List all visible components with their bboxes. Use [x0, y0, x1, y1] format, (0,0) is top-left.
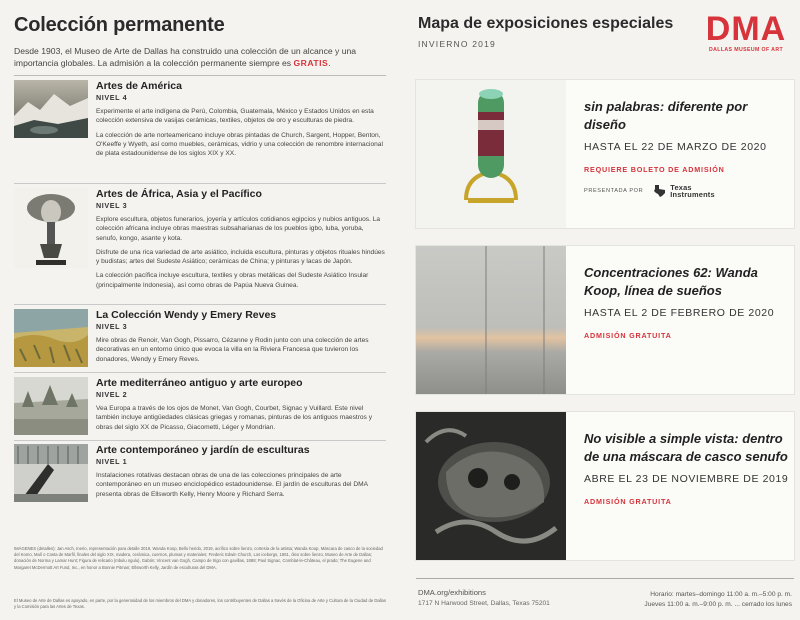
collection-level: NIVEL 1	[96, 457, 128, 466]
season-label: INVIERNO 2019	[418, 39, 496, 49]
map-title: Mapa de exposiciones especiales	[418, 15, 674, 32]
divider	[14, 440, 386, 441]
collection-title: Artes de América	[96, 80, 182, 92]
landscape-painting-image	[14, 377, 88, 435]
texas-state-icon	[653, 184, 667, 198]
sponsor-credit: PRESENTADA POR Texas Instruments	[584, 183, 715, 199]
exhibition-title: sin palabras: diferente por diseño	[584, 99, 748, 132]
collection-level: NIVEL 4	[96, 93, 128, 102]
skateboard-sculpture-image	[416, 80, 566, 228]
collection-level: NIVEL 3	[96, 201, 128, 210]
exhibition-title: Concentraciones 62: Wanda Koop, línea de sueños	[584, 265, 758, 298]
divider	[14, 183, 386, 184]
page-title: Colección permanente	[14, 14, 225, 36]
helmet-mask-image	[416, 412, 566, 560]
americas-painting-image	[14, 80, 88, 138]
reliquary-figure-image	[14, 188, 88, 268]
collection-title: Arte mediterráneo antiguo y arte europeo	[96, 377, 303, 389]
exhibition-dates: HASTA EL 22 DE MARZO DE 2020	[584, 141, 767, 153]
collection-title: Artes de África, Asia y el Pacífico	[96, 188, 262, 200]
collection-description: Explore escultura, objetos funerarios, joyería y artículos cotidianos egipcios y nubios antiguos. La colección africana incluye obras maestras subsaharianas de los pueblos igbo, luba, yoruba, senufo, kongo, asante y kota.	[96, 216, 381, 242]
divider	[14, 304, 386, 305]
divider	[14, 75, 386, 76]
exhibitions-url[interactable]: DMA.org/exhibitions	[418, 588, 486, 597]
collection-description: La colección de arte norteamericano incluye obras pintadas de Church, Sargent, Hopper, Benton, O'Keeffe y Wyeth, así como muebles, cerámicas, vidrio y una colección de renombre internacional de plata estadounidense de los siglos XIX y XX.	[96, 131, 383, 158]
exhibition-card-concentraciones	[416, 246, 794, 394]
free-label: GRATIS	[293, 58, 329, 68]
collection-description: Mire obras de Renoir, Van Gogh, Pissarro, Cézanne y Rodin junto con una colección de artes decorativas en un entorno único que evoca la villa en la Riviera Francesa que tuvieron los donadores, Wendy y Emery Reves.	[96, 337, 369, 363]
collection-description: Disfrute de una rica variedad de arte asiático, incluida escultura, pinturas y objetos rituales hindúes y budistas; artes del Sudeste Asiático; cerámicas de China; y pinturas y lacas de Japón.	[96, 248, 385, 266]
wheat-field-painting-image	[14, 309, 88, 367]
dream-line-painting-image	[416, 246, 566, 394]
collection-level: NIVEL 3	[96, 322, 128, 331]
collection-title: La Colección Wendy y Emery Reves	[96, 309, 277, 321]
admission-note: ADMISIÓN GRATUITA	[584, 497, 672, 506]
collection-description: Experimente el arte indígena de Perú, Colombia, Guatemala, México y Estados Unidos en esta colección extensiva de vasijas cerámicas, textiles, objetos de oro y esculturas de piedra.	[96, 108, 374, 125]
collection-description: La colección pacífica incluye escultura, textiles y obras metálicas del Sudeste Asiático Insular (principalmente Indonesia), así como obras de Papúa Nueva Guinea.	[96, 272, 369, 289]
collection-description: Instalaciones rotativas destacan obras de una de las colecciones principales de arte contemporáneo en un museo enciclopédico estadounidense. El jardín de esculturas del DMA presenta obras de Ellsworth Kelly, Henry Moore y Richard Serra.	[96, 472, 368, 498]
museum-address: 1717 N Harwood Street, Dallas, Texas 75201	[418, 600, 550, 607]
collection-description: Vea Europa a través de los ojos de Monet, Van Gogh, Courbet, Signac y Vuillard. Este nivel también incluye antigüedades clásicas griegas y romanas, pinturas de los antiguos maestros y obras del siglo XX de Picasso, Giacometti, Léger y Mondrian.	[96, 405, 372, 431]
dma-logo: DMA DALLAS MUSEUM OF ART	[705, 10, 787, 53]
exhibition-card-sin-palabras	[416, 80, 794, 228]
admission-note: ADMISIÓN GRATUITA	[584, 331, 672, 340]
exhibition-dates: HASTA EL 2 DE FEBRERO DE 2020	[584, 307, 775, 319]
museum-hours: Horario: martes–domingo 11:00 a. m.–5:00 p. m. Jueves 11:00 a. m.–9:00 p. m. ... cerrado los lunes	[644, 591, 792, 608]
intro-text: Desde 1903, el Museo de Arte de Dallas ha construido una colección de un alcance y una importancia globales. La admisión a la colección permanente siempre es GRATIS.	[14, 46, 357, 68]
support-footnote: El Museo de Arte de Dallas es apoyado, en parte, por la generosidad de los miembros del DMA y donadores, los contribuyentes de Dallas a través de la Oficina de Arte y Cultura de la Ciudad de Dallas y la Comisión para las Artes de Texas.	[14, 598, 386, 609]
admission-note: REQUIERE BOLETO DE ADMISIÓN	[584, 165, 725, 174]
divider	[416, 578, 794, 579]
sculpture-garden-image	[14, 444, 88, 502]
exhibition-card-no-visible	[416, 412, 794, 560]
exhibition-dates: ABRE EL 23 DE NOVIEMBRE DE 2019	[584, 473, 789, 485]
special-exhibitions-page	[406, 0, 800, 620]
collection-title: Arte contemporáneo y jardín de esculturas	[96, 444, 310, 456]
divider	[14, 372, 386, 373]
collection-level: NIVEL 2	[96, 390, 128, 399]
exhibition-title: No visible a simple vista: dentro de una máscara de casco senufo	[584, 431, 788, 464]
image-credits: IMÁGENES (detalles): Jan Asch, Inerio, representación para detalle 2019, Wanda Koop, Bello herido, 2019, acrílico sobre lienzo, cortesía de la artista; Wanda Koop, Máscara de casco de la sociedad del Komo, Malí o Costa de Marfil, finales del siglo XIX, madera, cerámica, cuernos, plumas y materiales; Frederic Edwin Church, Los icebergs, 1861, óleo sobre lienzo, Museo de Arte de Dallas; donación de Norma y Lamar Hunt; Figura de relicario (mbulu ngulu), Gabón; Vincent van Gogh, Campo de trigo con gavillas, 1888; Paul Signac, Comblat-le-Château, el prado; The Eugene and Margaret McDermott Art Fund, Inc., en honor a Bonnie Pitman; Ellsworth Kelly, Jardín de esculturas del DMA.	[14, 546, 383, 570]
texas-instruments-logo: Texas Instruments	[653, 184, 715, 198]
